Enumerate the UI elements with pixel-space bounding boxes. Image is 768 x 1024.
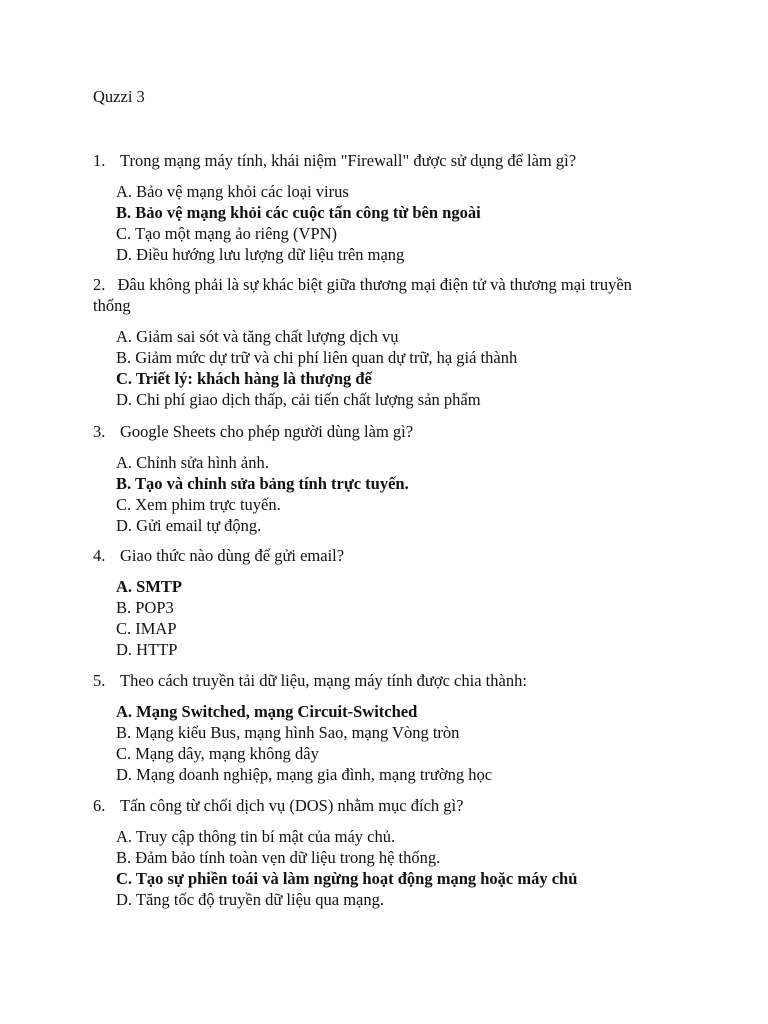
option-c-correct: C. Tạo sự phiền toái và làm ngừng hoạt động mạng hoặc máy chủ <box>116 869 578 888</box>
question-body: Tấn công từ chối dịch vụ (DOS) nhằm mục đích gì? <box>120 796 464 815</box>
option-a-correct: A. Mạng Switched, mạng Circuit-Switched <box>116 702 418 721</box>
option-b: B. Đảm bảo tính toàn vẹn dữ liệu trong hệ thống. <box>116 848 441 867</box>
question-body: Theo cách truyền tải dữ liệu, mạng máy tính được chia thành: <box>120 671 527 690</box>
option-list <box>116 826 653 910</box>
option-a: A. Giảm sai sót và tăng chất lượng dịch vụ <box>116 327 399 346</box>
question-number: 3. <box>93 422 106 441</box>
option-b: B. POP3 <box>116 598 174 617</box>
option-c: C. Mạng dây, mạng không dây <box>116 744 319 763</box>
question-number: 4. <box>93 546 106 565</box>
question-text <box>93 795 653 816</box>
question-5 <box>93 670 653 785</box>
option-c: C. Tạo một mạng ảo riêng (VPN) <box>116 224 338 243</box>
option-d: D. Chi phí giao dịch thấp, cải tiến chất lượng sản phẩm <box>116 390 481 409</box>
option-d: D. HTTP <box>116 640 178 659</box>
option-d: D. Gửi email tự động. <box>116 516 262 535</box>
question-body: Trong mạng máy tính, khái niệm "Firewall" được sử dụng để làm gì? <box>120 151 577 170</box>
question-number: 2. <box>93 275 106 294</box>
question-text <box>93 150 653 171</box>
question-body: Google Sheets cho phép người dùng làm gì? <box>120 422 414 441</box>
question-text <box>93 545 653 566</box>
option-list <box>116 181 653 265</box>
document-title: Quzzi 3 <box>93 87 145 106</box>
option-d: D. Điều hướng lưu lượng dữ liệu trên mạng <box>116 245 405 264</box>
option-c: C. Xem phim trực tuyến. <box>116 495 281 514</box>
question-body: Giao thức nào dùng để gửi email? <box>120 546 345 565</box>
option-a: A. Bảo vệ mạng khỏi các loại virus <box>116 182 349 201</box>
question-number: 5. <box>93 671 106 690</box>
question-number: 6. <box>93 796 106 815</box>
option-d: D. Tăng tốc độ truyền dữ liệu qua mạng. <box>116 890 384 909</box>
option-c-correct: C. Triết lý: khách hàng là thượng đế <box>116 369 372 388</box>
question-6 <box>93 795 653 910</box>
option-a: A. Truy cập thông tin bí mật của máy chủ. <box>116 827 396 846</box>
question-text <box>93 421 653 442</box>
option-list <box>116 576 653 660</box>
option-list <box>116 326 653 410</box>
question-text <box>93 274 653 316</box>
question-3 <box>93 421 653 536</box>
option-b: B. Giảm mức dự trữ và chi phí liên quan dự trữ, hạ giá thành <box>116 348 518 367</box>
option-b-correct: B. Tạo và chỉnh sửa bảng tính trực tuyến. <box>116 474 409 493</box>
question-text <box>93 670 653 691</box>
option-list <box>116 452 653 536</box>
option-a-correct: A. SMTP <box>116 577 182 596</box>
option-list <box>116 701 653 785</box>
option-c: C. IMAP <box>116 619 177 638</box>
question-body: Đâu không phải là sự khác biệt giữa thương mại điện tử và thương mại truyền thống <box>93 275 632 315</box>
question-1 <box>93 150 653 265</box>
question-2 <box>93 274 653 410</box>
option-b-correct: B. Bảo vệ mạng khỏi các cuộc tấn công từ bên ngoài <box>116 203 481 222</box>
option-b: B. Mạng kiểu Bus, mạng hình Sao, mạng Vòng tròn <box>116 723 460 742</box>
question-4 <box>93 545 653 660</box>
option-d: D. Mạng doanh nghiệp, mạng gia đình, mạng trường học <box>116 765 493 784</box>
option-a: A. Chỉnh sửa hình ảnh. <box>116 453 269 472</box>
question-number: 1. <box>93 151 106 170</box>
